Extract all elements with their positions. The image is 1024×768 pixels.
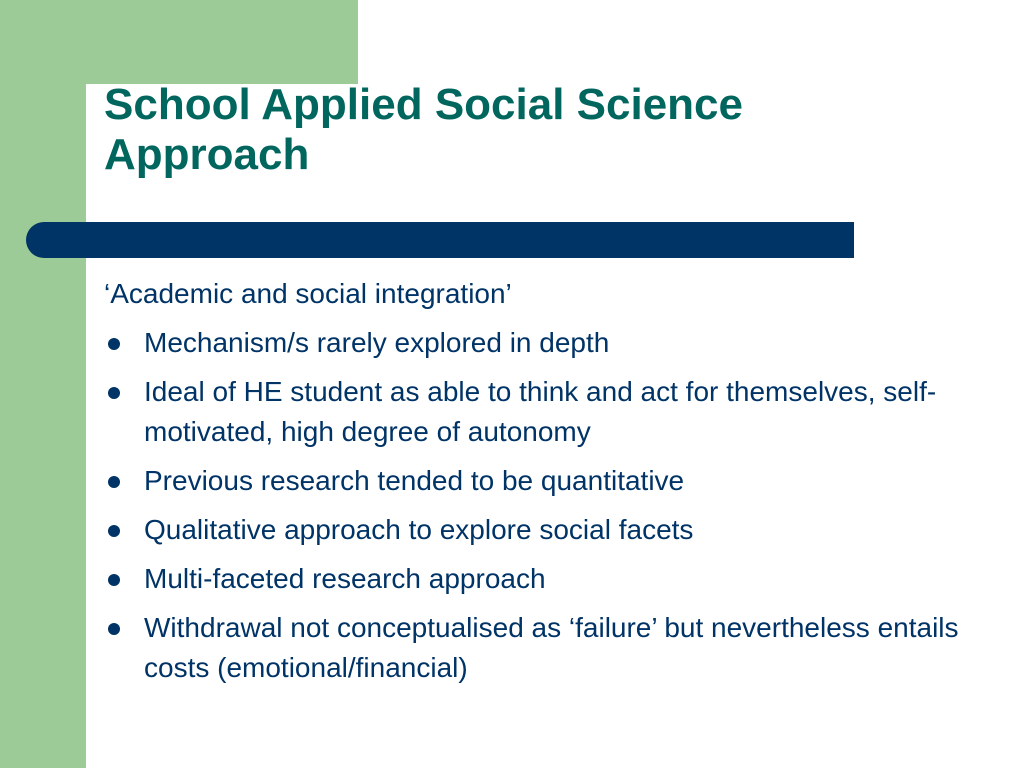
list-item — [104, 559, 984, 599]
bullet-text: Ideal of HE student as able to think and act for themselves, self-motivated, high degree of autonomy — [144, 376, 937, 447]
bullet-icon — [108, 338, 120, 350]
bullet-icon — [108, 623, 120, 635]
green-side-strip — [0, 0, 86, 768]
slide-body — [104, 274, 984, 697]
bullet-text: Mechanism/s rarely explored in depth — [144, 327, 610, 358]
slide-title-line-1: School Applied Social Science — [104, 80, 743, 129]
list-item — [104, 461, 984, 501]
bullet-icon — [108, 387, 120, 399]
list-item — [104, 510, 984, 550]
lead-text: ‘Academic and social integration’ — [104, 278, 512, 309]
green-top-block — [0, 0, 358, 84]
list-item — [104, 323, 984, 363]
slide-title-line-2: Approach — [104, 130, 310, 179]
slide-title — [104, 80, 964, 180]
bullet-icon — [108, 574, 120, 586]
bullet-list — [104, 323, 984, 688]
bullet-icon — [108, 525, 120, 537]
bullet-text: Withdrawal not conceptualised as ‘failure’ but nevertheless entails costs (emotional/financial) — [144, 612, 959, 683]
bullet-icon — [108, 476, 120, 488]
bullet-text: Multi-faceted research approach — [144, 563, 546, 594]
bullet-text: Previous research tended to be quantitative — [144, 465, 685, 496]
title-divider-bar — [26, 222, 854, 258]
bullet-text: Qualitative approach to explore social facets — [144, 514, 694, 545]
list-item — [104, 372, 984, 452]
list-item — [104, 608, 984, 688]
